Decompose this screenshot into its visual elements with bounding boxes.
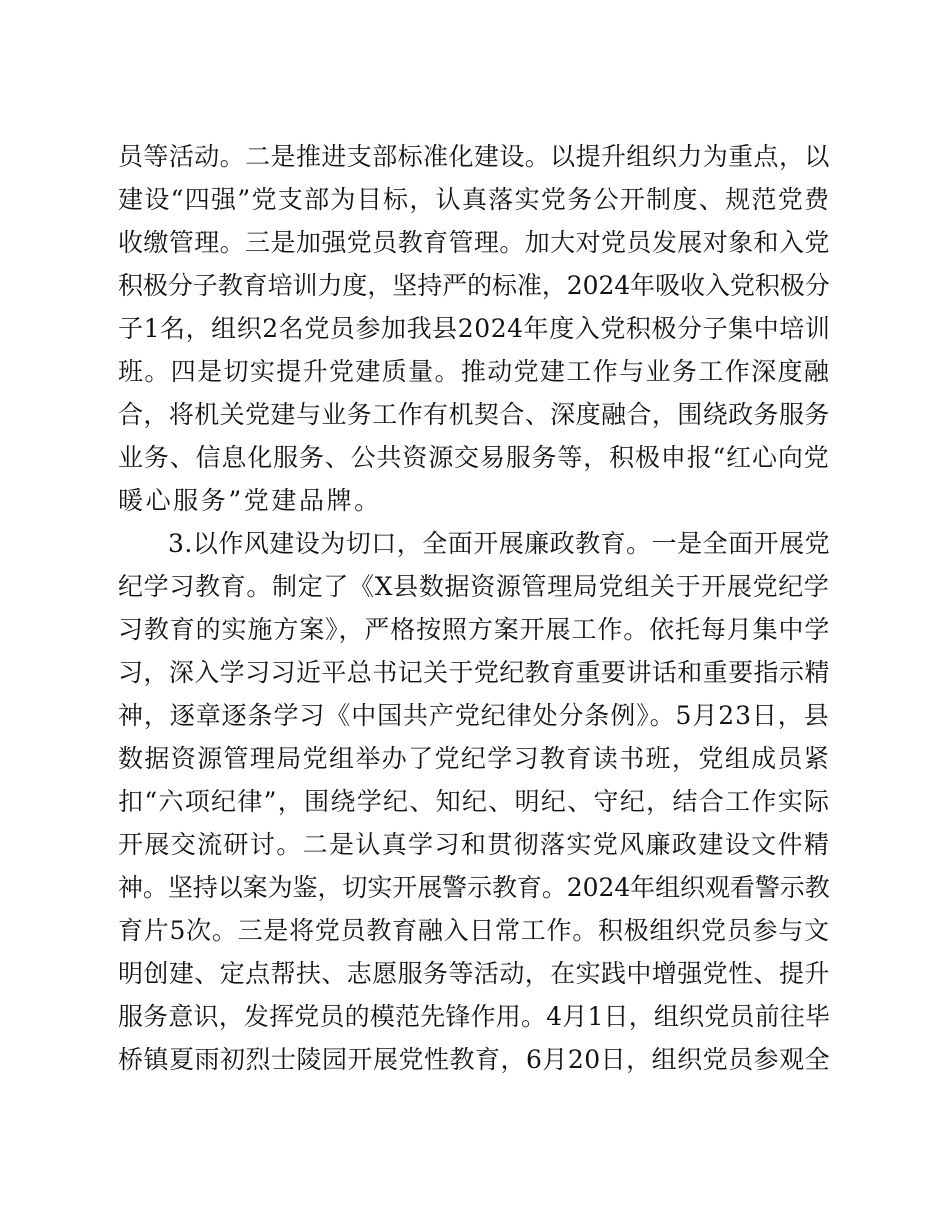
text-line: 开展交流研讨。二是认真学习和贯彻落实党风廉政建设文件精: [118, 830, 831, 859]
text-line: 桥镇夏雨初烈士陵园开展党性教育，6月20日，组织党员参观全: [118, 1045, 831, 1074]
text-line: 业务、信息化服务、公共资源交易服务等，积极申报“红心向党: [118, 443, 830, 472]
text-line: 扣“六项纪律”，围绕学纪、知纪、明纪、守纪，结合工作实际: [118, 787, 831, 816]
text-line: 建设“四强”党支部为目标，认真落实党务公开制度、规范党费: [118, 185, 831, 214]
text-line: 服务意识，发挥党员的模范先锋作用。4月1日，组织党员前往毕: [118, 1002, 831, 1031]
text-line: 习，深入学习习近平总书记关于党纪教育重要讲话和重要指示精: [118, 658, 830, 687]
text-line: 明创建、定点帮扶、志愿服务等活动，在实践中增强党性、提升: [118, 959, 830, 988]
text-line: 纪学习教育。制定了《X县数据资源管理局党组关于开展党纪学: [118, 572, 830, 601]
text-line: 神。坚持以案为鉴，切实开展警示教育。2024年组织观看警示教: [118, 873, 830, 902]
text-line: 习教育的实施方案》，严格按照方案开展工作。依托每月集中学: [118, 615, 831, 644]
text-line: 育片5次。三是将党员教育融入日常工作。积极组织党员参与文: [118, 916, 830, 945]
text-line: 合，将机关党建与业务工作有机契合、深度融合，围绕政务服务: [118, 400, 830, 429]
text-line: 收缴管理。三是加强党员教育管理。加大对党员发展对象和入党: [118, 228, 830, 257]
text-line: 数据资源管理局党组举办了党纪学习教育读书班，党组成员紧: [118, 744, 831, 773]
section-heading-line: 3.以作风建设为切口，全面开展廉政教育。一是全面开展党: [168, 529, 831, 558]
text-line: 员等活动。二是推进支部标准化建设。以提升组织力为重点，以: [118, 142, 830, 171]
text-line: 子1名，组织2名党员参加我县2024年度入党积极分子集中培训: [118, 314, 831, 343]
text-line: 暖心服务”党建品牌。: [118, 486, 382, 515]
text-line: 积极分子教育培训力度，坚持严的标准，2024年吸收入党积极分: [118, 271, 830, 300]
text-line: 班。四是切实提升党建质量。推动党建工作与业务工作深度融: [118, 357, 831, 386]
text-line: 神，逐章逐条学习《中国共产党纪律处分条例》。5月23日，县: [118, 701, 830, 730]
